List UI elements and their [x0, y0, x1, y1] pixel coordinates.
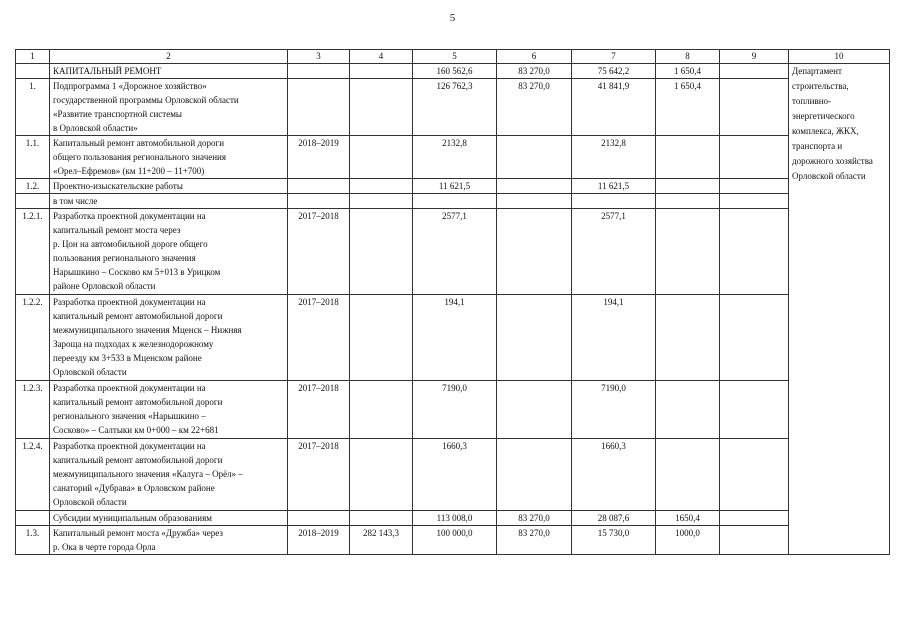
table-row	[16, 136, 890, 179]
table-row	[16, 64, 890, 79]
row-value-cell	[720, 295, 789, 381]
row-value-cell	[720, 439, 789, 511]
row-name-cell: Разработка проектной документации на капитальный ремонт моста через р. Цон на автомобильной дороге общего пользования регионального значения Нарышкино – Сосково км 5+013 в Урицком районе Орловской области	[50, 209, 288, 295]
row-value-cell: 11 621,5	[413, 179, 497, 194]
row-number-cell: 1.2.3.	[16, 381, 50, 439]
row-value-cell	[350, 381, 413, 439]
row-value-cell: 75 642,2	[572, 64, 656, 79]
row-name-cell: Капитальный ремонт моста «Дружба» через р. Ока в черте города Орла	[50, 526, 288, 555]
row-value-cell	[656, 179, 720, 194]
header-cell: 4	[350, 50, 413, 64]
row-value-cell	[720, 79, 789, 136]
header-cell: 10	[789, 50, 890, 64]
row-number-cell	[16, 64, 50, 79]
row-value-cell	[350, 209, 413, 295]
table-row	[16, 179, 890, 194]
row-value-cell: 1000,0	[656, 526, 720, 555]
row-value-cell: 7190,0	[413, 381, 497, 439]
table-row	[16, 194, 890, 209]
header-cell: 2	[50, 50, 288, 64]
row-value-cell	[497, 136, 572, 179]
row-value-cell	[350, 136, 413, 179]
row-number-cell	[16, 194, 50, 209]
row-value-cell	[350, 295, 413, 381]
row-value-cell: 194,1	[413, 295, 497, 381]
row-name-cell: Субсидии муниципальным образованиям	[50, 511, 288, 526]
row-value-cell	[350, 179, 413, 194]
row-value-cell	[720, 381, 789, 439]
row-value-cell: 83 270,0	[497, 64, 572, 79]
row-value-cell: 1650,4	[656, 511, 720, 526]
row-value-cell	[720, 526, 789, 555]
row-value-cell	[720, 194, 789, 209]
row-period-cell	[288, 64, 350, 79]
row-period-cell: 2017–2018	[288, 295, 350, 381]
row-name-cell: Разработка проектной документации на капитальный ремонт автомобильной дороги межмуниципального значения «Калуга – Орёл» – санаторий «Дубрава» в Орловском районе Орловской области	[50, 439, 288, 511]
row-value-cell: 41 841,9	[572, 79, 656, 136]
row-period-cell: 2017–2018	[288, 381, 350, 439]
row-number-cell: 1.2.2.	[16, 295, 50, 381]
row-number-cell: 1.	[16, 79, 50, 136]
row-name-cell: Капитальный ремонт автомобильной дороги общего пользования регионального значения «Орел–Ефремов» (км 11+200 – 11+700)	[50, 136, 288, 179]
row-value-cell	[497, 209, 572, 295]
row-value-cell	[656, 136, 720, 179]
row-name-cell: Подпрограмма 1 «Дорожное хозяйство» государственной программы Орловской области «Развитие транспортной системы в Орловской области»	[50, 79, 288, 136]
row-value-cell	[497, 381, 572, 439]
row-value-cell	[720, 511, 789, 526]
row-number-cell	[16, 511, 50, 526]
row-period-cell	[288, 79, 350, 136]
row-value-cell: 2577,1	[572, 209, 656, 295]
row-name-cell: Разработка проектной документации на капитальный ремонт автомобильной дороги межмуниципального значения Мценск – Нижняя Зароща на подходах к железнодорожному переезду км 3+533 в Мценском районе Орловской области	[50, 295, 288, 381]
row-period-cell	[288, 194, 350, 209]
responsible-department-cell: Департамент строительства, топливно- энергетического комплекса, ЖКХ, транспорта и дорожного хозяйства Орловской области	[789, 64, 890, 555]
row-period-cell: 2018–2019	[288, 136, 350, 179]
row-name-cell: Проектно-изыскательские работы	[50, 179, 288, 194]
row-value-cell: 7190,0	[572, 381, 656, 439]
row-value-cell: 83 270,0	[497, 511, 572, 526]
row-value-cell: 1660,3	[413, 439, 497, 511]
page-number: 5	[449, 12, 456, 24]
row-value-cell: 282 143,3	[350, 526, 413, 555]
row-value-cell: 2577,1	[413, 209, 497, 295]
row-period-cell	[288, 179, 350, 194]
table-row	[16, 526, 890, 555]
row-period-cell: 2017–2018	[288, 439, 350, 511]
row-value-cell: 126 762,3	[413, 79, 497, 136]
row-value-cell	[350, 439, 413, 511]
row-value-cell: 194,1	[572, 295, 656, 381]
row-value-cell	[720, 136, 789, 179]
row-period-cell: 2017–2018	[288, 209, 350, 295]
header-cell: 8	[656, 50, 720, 64]
row-value-cell	[720, 179, 789, 194]
row-value-cell	[572, 194, 656, 209]
row-value-cell: 83 270,0	[497, 79, 572, 136]
header-cell: 6	[497, 50, 572, 64]
row-value-cell	[720, 209, 789, 295]
table-row	[16, 295, 890, 381]
table-row	[16, 381, 890, 439]
table-row	[16, 79, 890, 136]
budget-table	[15, 49, 890, 555]
row-value-cell	[497, 194, 572, 209]
row-name-cell: КАПИТАЛЬНЫЙ РЕМОНТ	[50, 64, 288, 79]
row-value-cell: 28 087,6	[572, 511, 656, 526]
header-cell: 7	[572, 50, 656, 64]
row-value-cell	[656, 194, 720, 209]
header-cell: 1	[16, 50, 50, 64]
header-cell: 5	[413, 50, 497, 64]
row-period-cell	[288, 511, 350, 526]
row-name-cell: в том числе	[50, 194, 288, 209]
row-value-cell: 160 562,6	[413, 64, 497, 79]
row-number-cell: 1.2.4.	[16, 439, 50, 511]
row-value-cell: 11 621,5	[572, 179, 656, 194]
row-value-cell: 1 650,4	[656, 64, 720, 79]
row-value-cell	[656, 209, 720, 295]
row-value-cell	[497, 295, 572, 381]
row-value-cell: 2132,8	[413, 136, 497, 179]
row-value-cell	[350, 194, 413, 209]
row-value-cell	[497, 439, 572, 511]
row-name-cell: Разработка проектной документации на капитальный ремонт автомобильной дороги регионального значения «Нарышкино – Сосково» – Салтыки км 0+000 – км 22+681	[50, 381, 288, 439]
table-row	[16, 209, 890, 295]
row-period-cell: 2018–2019	[288, 526, 350, 555]
header-cell: 9	[720, 50, 789, 64]
header-cell: 3	[288, 50, 350, 64]
table-row	[16, 511, 890, 526]
row-value-cell: 2132,8	[572, 136, 656, 179]
row-value-cell	[350, 511, 413, 526]
row-value-cell	[350, 64, 413, 79]
table-row	[16, 439, 890, 511]
row-value-cell: 83 270,0	[497, 526, 572, 555]
row-value-cell: 15 730,0	[572, 526, 656, 555]
row-value-cell: 100 000,0	[413, 526, 497, 555]
row-value-cell	[656, 295, 720, 381]
header-row	[16, 50, 890, 64]
row-number-cell: 1.2.1.	[16, 209, 50, 295]
row-value-cell	[656, 381, 720, 439]
row-value-cell	[413, 194, 497, 209]
row-number-cell: 1.2.	[16, 179, 50, 194]
row-value-cell: 1 650,4	[656, 79, 720, 136]
row-value-cell	[720, 64, 789, 79]
row-value-cell: 113 008,0	[413, 511, 497, 526]
row-number-cell: 1.1.	[16, 136, 50, 179]
row-value-cell: 1660,3	[572, 439, 656, 511]
row-value-cell	[497, 179, 572, 194]
row-value-cell	[656, 439, 720, 511]
row-value-cell	[350, 79, 413, 136]
row-number-cell: 1.3.	[16, 526, 50, 555]
